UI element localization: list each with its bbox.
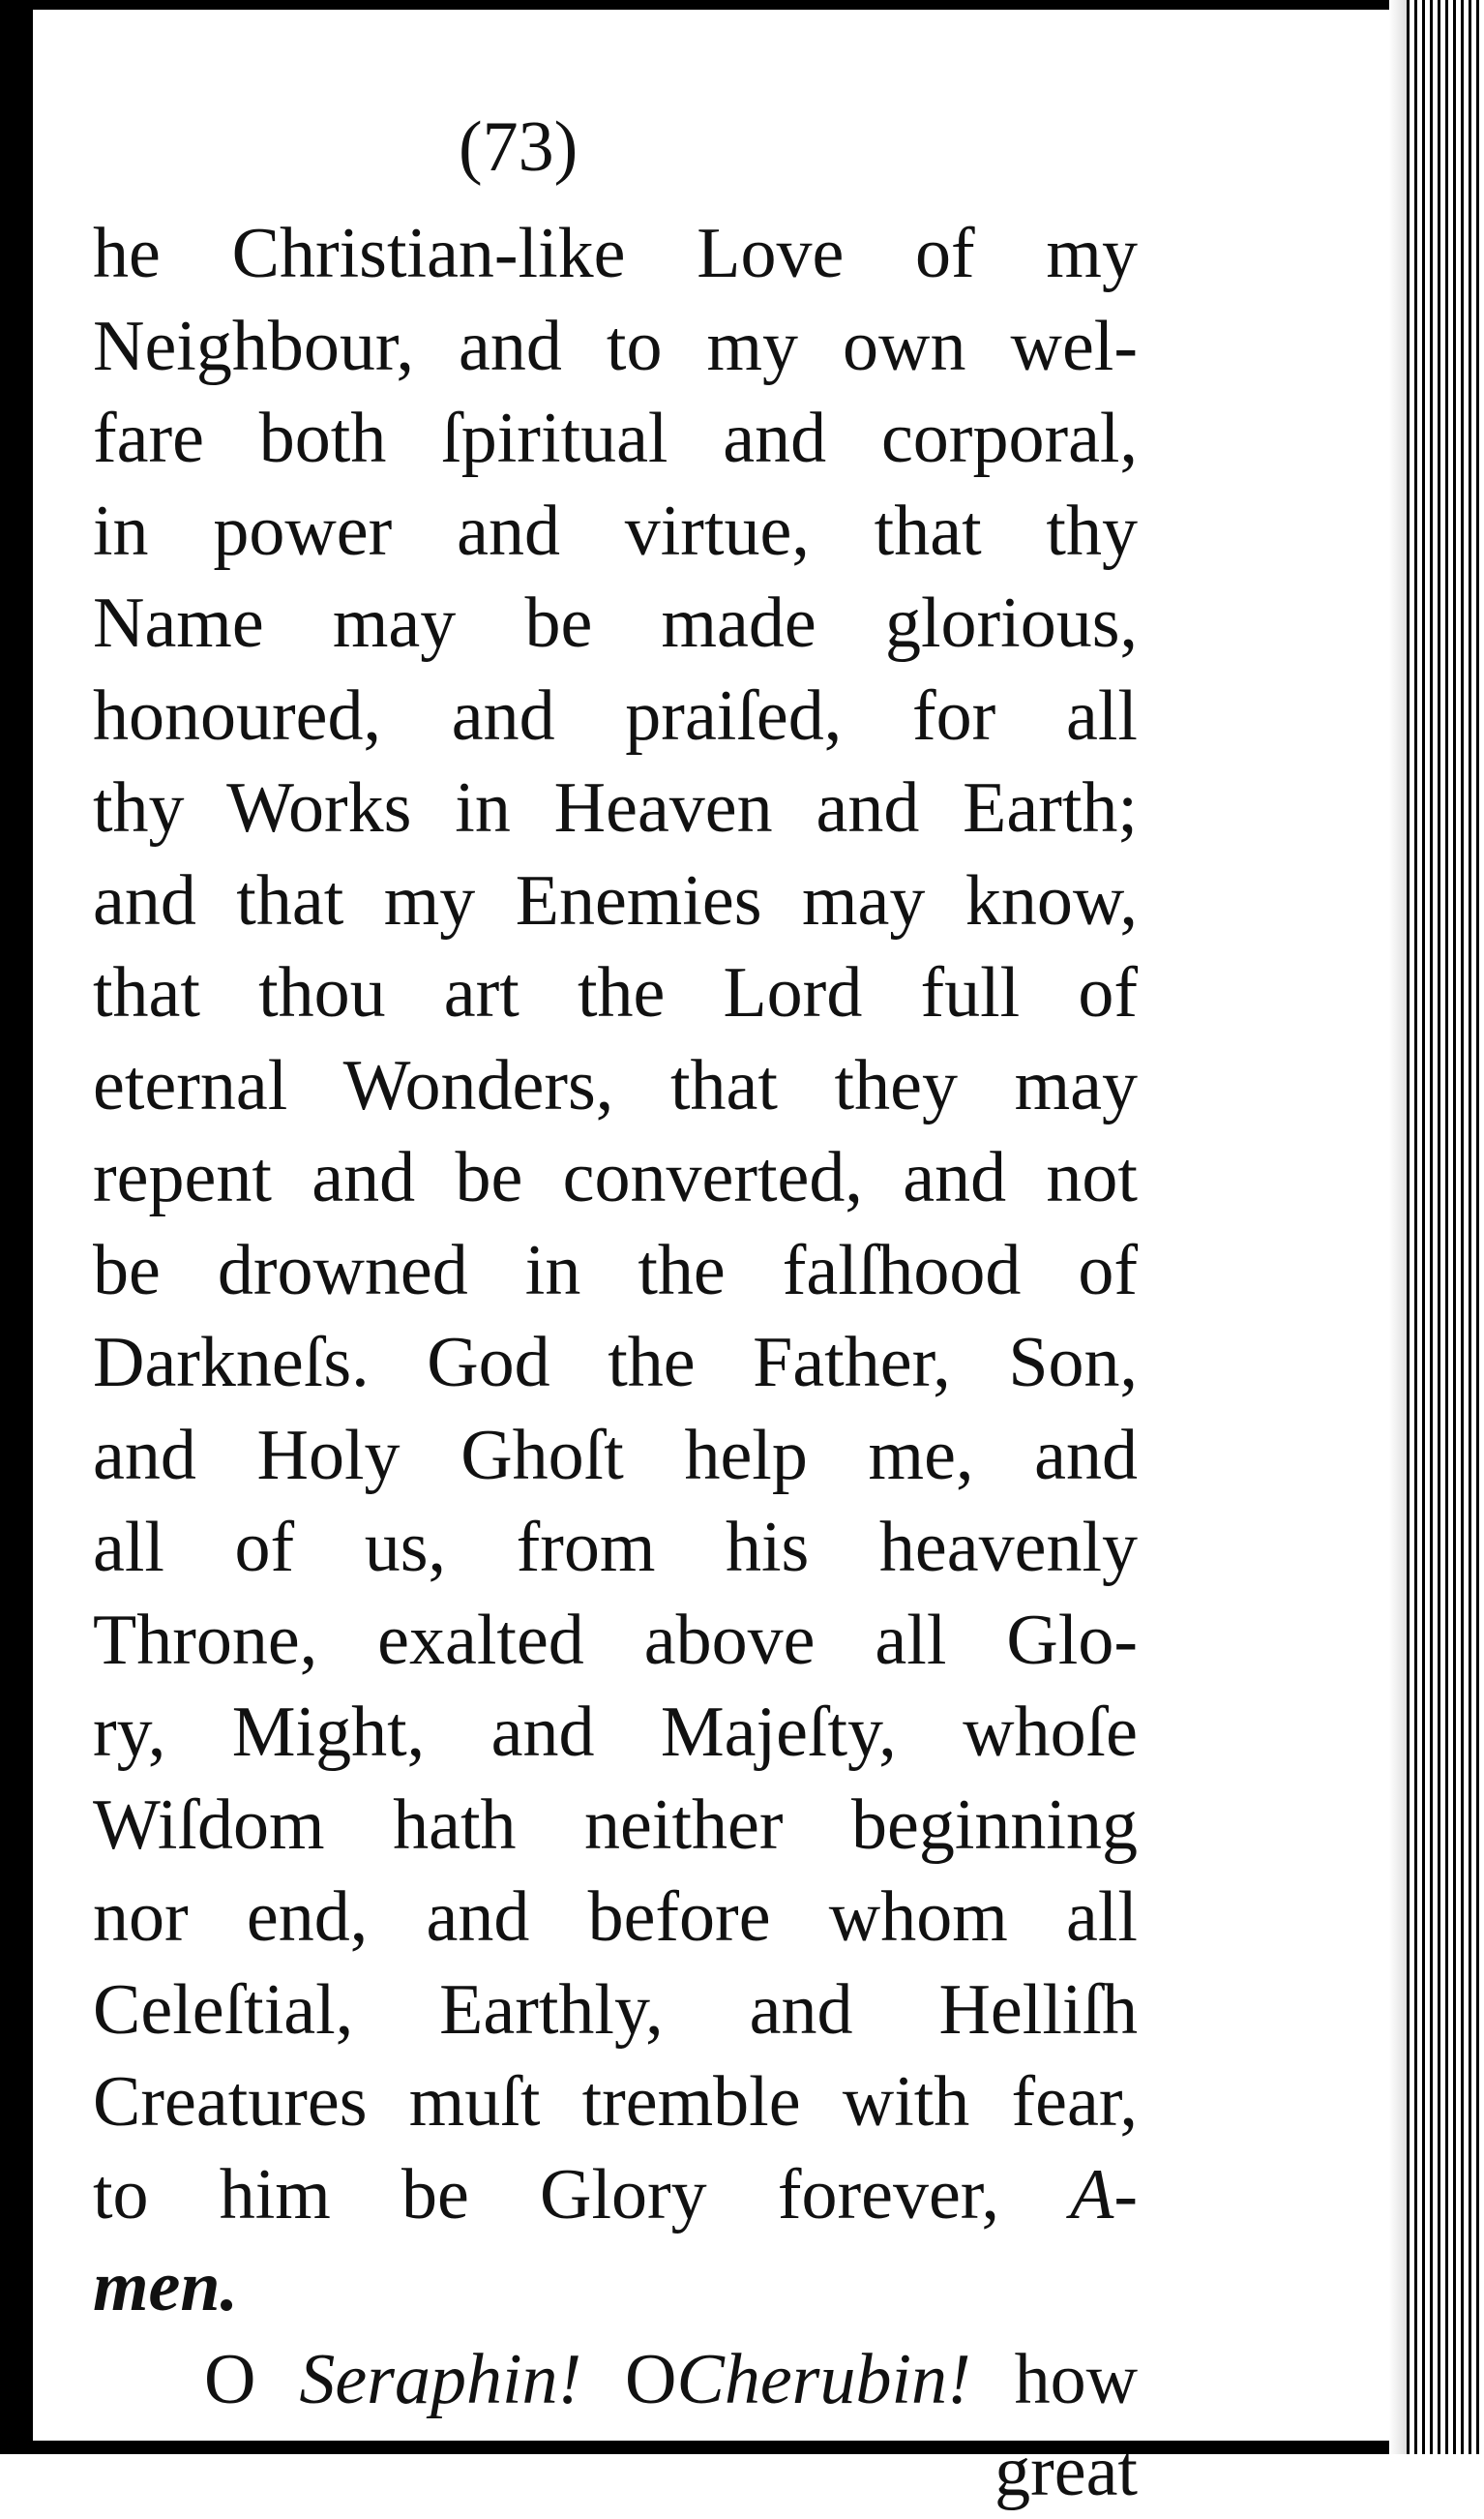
text-line: thy Works in Heaven and Earth; — [93, 768, 1138, 848]
text-line: Celeſtial, Earthly, and Helliſh — [93, 1969, 1138, 2050]
seraphin-word: Seraphin — [299, 2339, 558, 2419]
body-text — [93, 208, 1138, 2519]
text-line: Name may be made glorious, — [93, 584, 1138, 663]
top-scan-border — [0, 0, 1484, 10]
text-line: Creatures muſt tremble with fear, — [93, 2062, 1138, 2142]
cherubin-word: Cherubin — [676, 2339, 948, 2419]
text-line: Throne, exalted above all Glo- — [93, 1600, 1138, 1680]
amen-part-a: A- — [1070, 2154, 1139, 2234]
text-line: all of us, from his heavenly — [93, 1508, 1138, 1587]
text-line: Wiſdom hath neither beginning — [93, 1784, 1138, 1865]
exclamation-2: ! — [947, 2339, 971, 2419]
text-line-amen — [93, 2149, 1138, 2242]
text-line: and Holy Ghoſt help me, and — [93, 1415, 1138, 1495]
text-line: ry, Might, and Majeſty, whoſe — [93, 1693, 1138, 1772]
text-line: he Christian-like Love of my — [93, 214, 1138, 293]
text-line: in power and virtue, that thy — [93, 491, 1138, 571]
text-line: repent and be converted, and not — [93, 1138, 1138, 1217]
book-page — [33, 10, 1407, 2511]
text-line-content: to him be Glory forever, — [93, 2154, 999, 2234]
text-line: Darkneſs. God the Father, Son, — [93, 1323, 1138, 1402]
text-line: that thou art the Lord full of — [93, 953, 1138, 1033]
text-line — [93, 2241, 1138, 2334]
invocation-o-2: O — [625, 2339, 677, 2419]
amen-part-b: men. — [93, 2247, 239, 2326]
invocation-line — [93, 2334, 1138, 2427]
text-line: eternal Wonders, that they may — [93, 1045, 1138, 1125]
text-line: nor end, and before whom all — [93, 1877, 1138, 1957]
left-scan-border — [0, 0, 33, 2454]
page-number: (73) — [459, 107, 579, 187]
text-line: Neighbour, and to my own wel- — [93, 306, 1138, 386]
catchword: great — [994, 2432, 1138, 2511]
text-line: be drowned in the falſhood of — [93, 1230, 1138, 1310]
text-line: honoured, and praiſed, for all — [93, 675, 1138, 756]
book-page-edges — [1407, 0, 1484, 2454]
invocation-o-1: O — [204, 2339, 256, 2419]
how-word: how — [1014, 2339, 1139, 2419]
exclamation-1: ! — [557, 2339, 582, 2419]
text-line: and that my Enemies may know, — [93, 860, 1138, 941]
text-line: fare both ſpiritual and corporal, — [93, 399, 1138, 478]
